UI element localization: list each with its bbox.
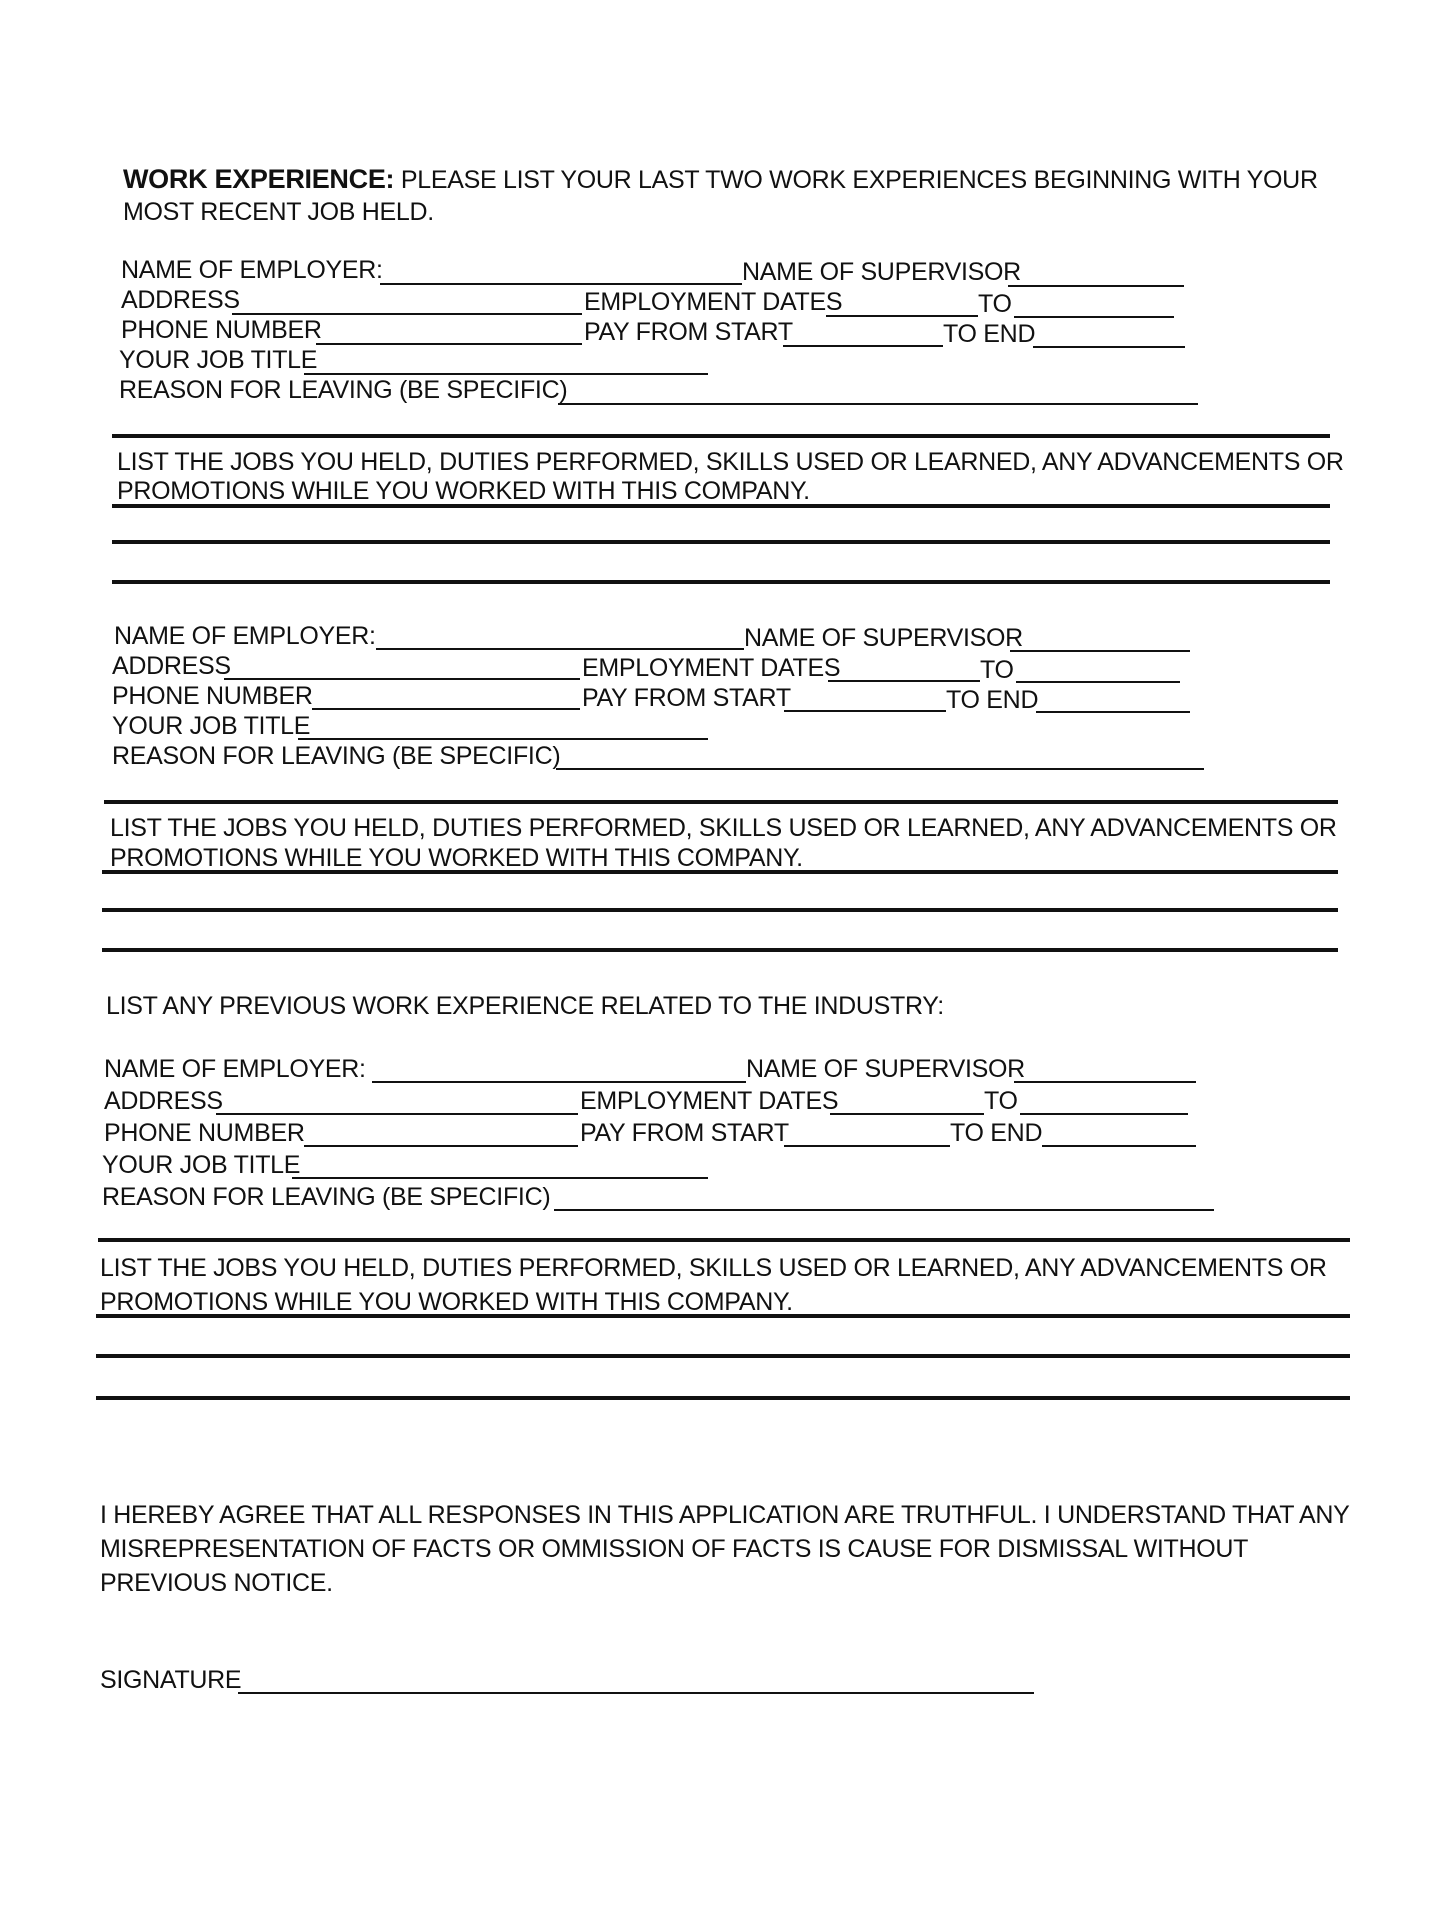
employer-name-label: NAME OF EMPLOYER: (121, 256, 383, 284)
address-field[interactable] (224, 678, 580, 680)
reason-field[interactable] (558, 403, 1198, 405)
duties-prompt-cont: PROMOTIONS WHILE YOU WORKED WITH THIS COMPANY. (100, 1288, 793, 1316)
job-title-field[interactable] (298, 738, 708, 740)
duties-line-3[interactable] (96, 1396, 1350, 1400)
to-label: TO (984, 1087, 1018, 1115)
reason-label: REASON FOR LEAVING (BE SPECIFIC) (119, 376, 568, 404)
phone-label: PHONE NUMBER (112, 682, 313, 710)
signature-label: SIGNATURE (100, 1666, 242, 1694)
pay-start-field[interactable] (784, 1145, 950, 1147)
to-end-label: TO END (946, 686, 1039, 714)
section-instruction-cont: MOST RECENT JOB HELD. (123, 198, 434, 226)
address-field[interactable] (216, 1113, 578, 1115)
phone-field[interactable] (312, 708, 580, 710)
pay-end-field[interactable] (1033, 346, 1185, 348)
reason-label: REASON FOR LEAVING (BE SPECIFIC) (112, 742, 561, 770)
to-label: TO (978, 290, 1012, 318)
employment-dates-label: EMPLOYMENT DATES (580, 1087, 839, 1115)
supervisor-label: NAME OF SUPERVISOR (744, 624, 1023, 652)
duties-prompt: LIST THE JOBS YOU HELD, DUTIES PERFORMED, SKILLS USED OR LEARNED, ANY ADVANCEMENTS OR (100, 1254, 1327, 1282)
duties-line-2[interactable] (102, 908, 1338, 912)
job-title-field[interactable] (304, 373, 708, 375)
employment-start-field[interactable] (830, 1113, 984, 1115)
pay-end-field[interactable] (1036, 711, 1190, 713)
job-title-label: YOUR JOB TITLE (112, 712, 311, 740)
section-title: WORK EXPERIENCE (123, 164, 386, 194)
phone-label: PHONE NUMBER (104, 1119, 305, 1147)
duties-prompt-cont: PROMOTIONS WHILE YOU WORKED WITH THIS COMPANY. (117, 477, 810, 505)
employment-start-field[interactable] (826, 315, 978, 317)
address-label: ADDRESS (112, 652, 231, 680)
duties-line-3[interactable] (112, 580, 1330, 584)
agreement-text: I HEREBY AGREE THAT ALL RESPONSES IN THIS APPLICATION ARE TRUTHFUL. I UNDERSTAND THAT ANY (100, 1501, 1350, 1529)
section-rule (112, 434, 1330, 438)
address-label: ADDRESS (121, 286, 240, 314)
agreement-text-end: PREVIOUS NOTICE. (100, 1569, 333, 1597)
address-label: ADDRESS (104, 1087, 223, 1115)
pay-end-field[interactable] (1042, 1145, 1196, 1147)
reason-label: REASON FOR LEAVING (BE SPECIFIC) (102, 1183, 551, 1211)
employment-end-field[interactable] (1014, 316, 1174, 318)
pay-start-field[interactable] (783, 345, 943, 347)
job-title-label: YOUR JOB TITLE (102, 1151, 301, 1179)
related-experience-heading: LIST ANY PREVIOUS WORK EXPERIENCE RELATED TO THE INDUSTRY: (106, 992, 944, 1020)
duties-line-1[interactable] (96, 1314, 1350, 1318)
employer-name-field[interactable] (372, 1081, 746, 1083)
duties-line-3[interactable] (102, 948, 1338, 952)
supervisor-field[interactable] (1010, 650, 1190, 652)
section-rule (98, 1238, 1350, 1242)
section-rule (104, 800, 1338, 804)
to-end-label: TO END (950, 1119, 1043, 1147)
phone-field[interactable] (316, 343, 582, 345)
employer-name-label: NAME OF EMPLOYER: (114, 622, 376, 650)
duties-line-1[interactable] (112, 504, 1330, 508)
supervisor-label: NAME OF SUPERVISOR (746, 1055, 1025, 1083)
employer-name-field[interactable] (380, 283, 742, 285)
supervisor-field[interactable] (1008, 285, 1184, 287)
section-heading: WORK EXPERIENCE: PLEASE LIST YOUR LAST TWO WORK EXPERIENCES BEGINNING WITH YOUR (123, 164, 1318, 194)
job-title-field[interactable] (292, 1177, 708, 1179)
pay-start-label: PAY FROM START (580, 1119, 789, 1147)
supervisor-label: NAME OF SUPERVISOR (742, 258, 1021, 286)
agreement-text-cont: MISREPRESENTATION OF FACTS OR OMMISSION OF FACTS IS CAUSE FOR DISMISSAL WITHOUT (100, 1535, 1249, 1563)
supervisor-field[interactable] (1014, 1081, 1196, 1083)
duties-prompt: LIST THE JOBS YOU HELD, DUTIES PERFORMED, SKILLS USED OR LEARNED, ANY ADVANCEMENTS OR (110, 814, 1337, 842)
duties-line-2[interactable] (112, 540, 1330, 544)
employment-start-field[interactable] (828, 680, 980, 682)
duties-prompt: LIST THE JOBS YOU HELD, DUTIES PERFORMED, SKILLS USED OR LEARNED, ANY ADVANCEMENTS OR (117, 448, 1344, 476)
signature-field[interactable] (238, 1692, 1034, 1694)
employment-dates-label: EMPLOYMENT DATES (582, 654, 841, 682)
pay-start-field[interactable] (784, 710, 946, 712)
employment-end-field[interactable] (1016, 681, 1180, 683)
phone-label: PHONE NUMBER (121, 316, 322, 344)
reason-field[interactable] (556, 768, 1204, 770)
section-instruction: PLEASE LIST YOUR LAST TWO WORK EXPERIENCES BEGINNING WITH YOUR (400, 166, 1318, 194)
to-end-label: TO END (943, 320, 1036, 348)
to-label: TO (980, 656, 1014, 684)
duties-prompt-cont: PROMOTIONS WHILE YOU WORKED WITH THIS COMPANY. (110, 844, 803, 872)
job-title-label: YOUR JOB TITLE (119, 346, 318, 374)
address-field[interactable] (232, 313, 582, 315)
pay-start-label: PAY FROM START (584, 318, 793, 346)
employment-dates-label: EMPLOYMENT DATES (584, 288, 843, 316)
duties-line-2[interactable] (96, 1354, 1350, 1358)
reason-field[interactable] (554, 1209, 1214, 1211)
employer-name-label: NAME OF EMPLOYER: (104, 1055, 366, 1083)
employment-end-field[interactable] (1020, 1113, 1188, 1115)
duties-line-1[interactable] (102, 870, 1338, 874)
pay-start-label: PAY FROM START (582, 684, 791, 712)
employer-name-field[interactable] (376, 648, 744, 650)
phone-field[interactable] (304, 1145, 578, 1147)
